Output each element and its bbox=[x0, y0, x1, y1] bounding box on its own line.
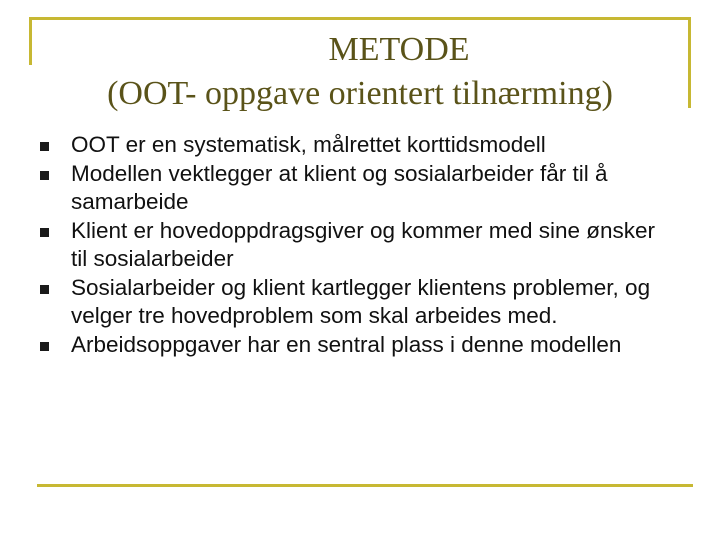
slide-title bbox=[40, 28, 680, 116]
bullet-item bbox=[0, 274, 671, 331]
bullet-text: OOT er en systematisk, målrettet korttidsmodell bbox=[71, 132, 546, 157]
frame-right-line bbox=[688, 17, 691, 108]
square-bullet-icon bbox=[40, 142, 49, 151]
bullet-item bbox=[0, 131, 671, 160]
bullet-item bbox=[0, 160, 671, 217]
bullet-text: Klient er hovedoppdragsgiver og kommer med sine ønsker til sosialarbeider bbox=[71, 217, 656, 271]
square-bullet-icon bbox=[40, 285, 49, 294]
bullet-item bbox=[0, 217, 671, 274]
frame-top-line bbox=[29, 17, 691, 20]
title-line-1: METODE bbox=[328, 31, 470, 68]
bullet-text: Sosialarbeider og klient kartlegger klientens problemer, og velger tre hovedproblem som skal arbeides med. bbox=[71, 274, 651, 328]
frame-left-line bbox=[29, 17, 32, 65]
bullet-text: Modellen vektlegger at klient og sosialarbeider får til å samarbeide bbox=[71, 160, 608, 214]
bullet-text: Arbeidsoppgaver har en sentral plass i denne modellen bbox=[71, 331, 622, 357]
title-line-2: (OOT- oppgave orientert tilnærming) bbox=[107, 75, 613, 112]
square-bullet-icon bbox=[40, 228, 49, 237]
bullet-item bbox=[0, 331, 671, 360]
bullet-list bbox=[0, 131, 720, 359]
frame-bottom-line bbox=[37, 484, 693, 487]
square-bullet-icon bbox=[40, 171, 49, 180]
square-bullet-icon bbox=[40, 342, 49, 351]
